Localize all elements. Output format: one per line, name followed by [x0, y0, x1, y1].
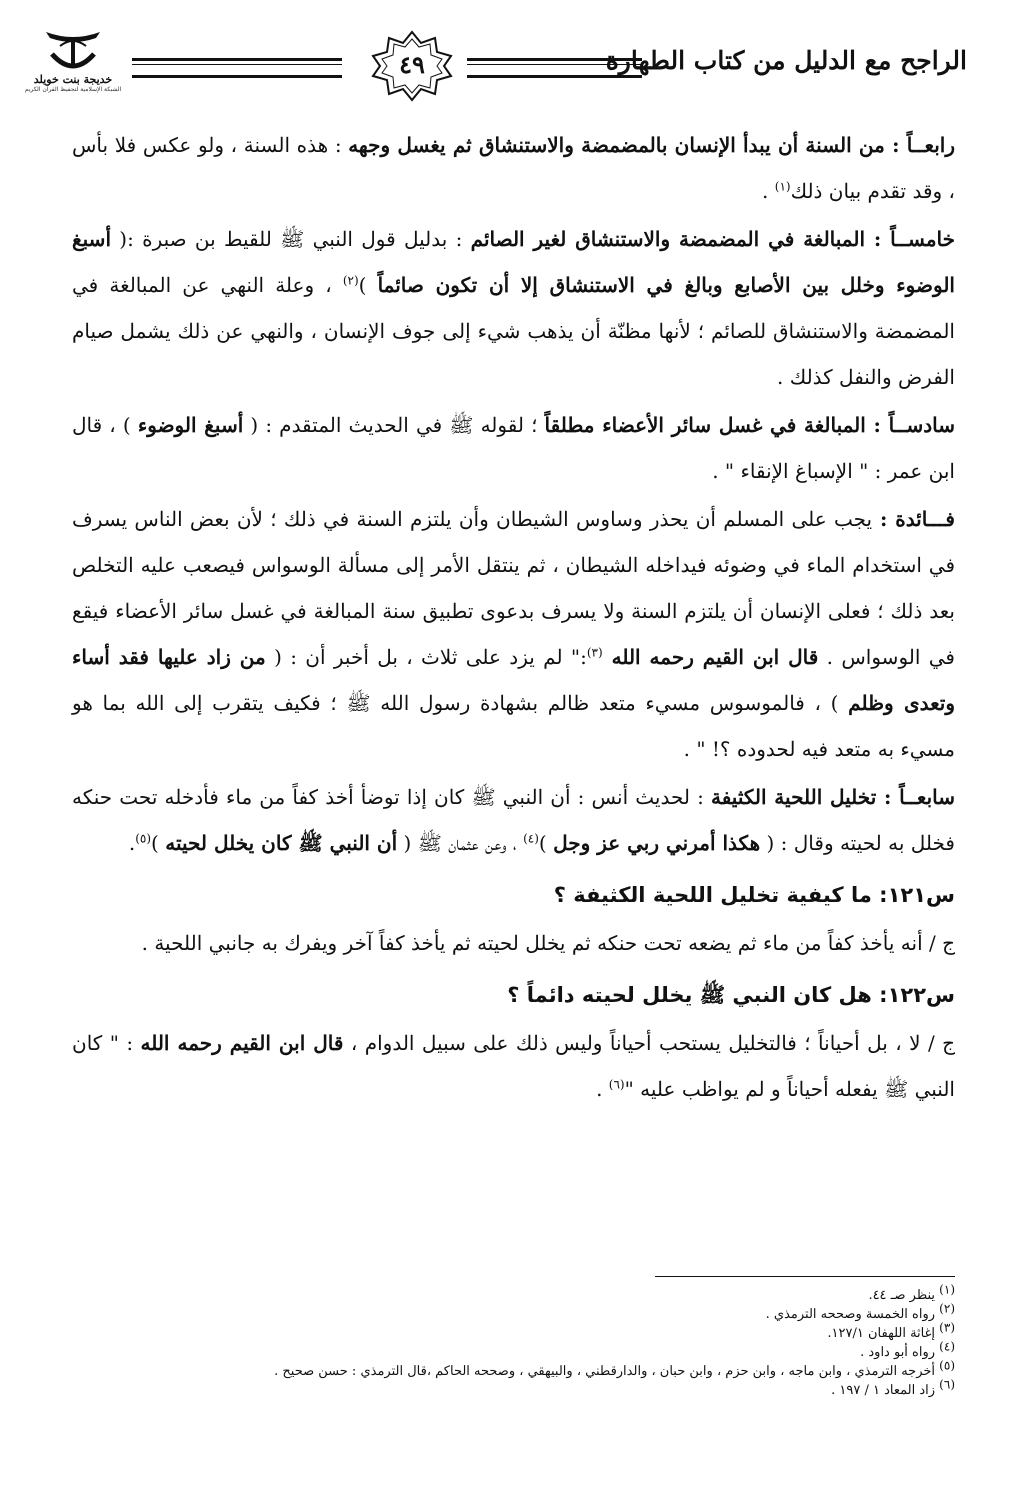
hadith-quote: أن النبي ﷺ كان يخلل لحيته — [165, 831, 398, 855]
question-121: س١٢١: ما كيفية تخليل اللحية الكثيفة ؟ — [553, 883, 955, 907]
paragraph-bold: المبالغة في غسل سائر الأعضاء مطلقاً — [544, 413, 866, 437]
paragraph-tail: ) ، فالموسوس مسيء متعد ظالم بشهادة رسول الله ﷺ ؛ فكيف يتقرب إلى الله بما هو مسيء به متعد فيه لحدوده ؟! " . — [72, 691, 955, 761]
footnote-item — [72, 1358, 955, 1381]
footnote-text: ينظر صـ ٤٤. — [868, 1288, 940, 1303]
logo-text: خديجة بنت خويلد — [33, 73, 113, 86]
footnote-text: زاد المعاد ١ / ١٩٧ . — [831, 1383, 940, 1398]
paragraph-benefit — [72, 496, 955, 772]
main-text — [72, 122, 955, 1114]
footnote-number: (٤) — [939, 1339, 955, 1354]
paragraph-text: : بدليل قول النبي ﷺ للقيط بن صبرة :( — [111, 227, 471, 251]
answer-bold: قال ابن القيم رحمه الله — [140, 1031, 344, 1055]
header-rule-right — [467, 58, 642, 78]
footnote-ref[interactable]: (٤) — [523, 831, 539, 846]
paragraph-lead: خامســاً : — [865, 227, 956, 251]
paragraph-tail: ) ، قال ابن عمر : " الإسباغ الإنقاء " . — [72, 413, 955, 483]
paragraph-tail: . — [128, 831, 136, 855]
answer-text: : " كان النبي ﷺ يفعله أحياناً و لم يواظب عليه " — [72, 1031, 955, 1101]
footnote-text: رواه أبو داود . — [860, 1345, 940, 1360]
page-header — [18, 24, 967, 104]
footnote-ref[interactable]: (٦) — [608, 1077, 625, 1092]
footnote-ref[interactable]: (٥) — [135, 831, 152, 846]
logo-subtext: الشبكة الإسلامية لتحفيظ القرآن الكريم — [24, 86, 122, 93]
paragraph-text: ) — [538, 831, 554, 855]
footnote-text: إغاثة اللهفان ١٢٧/١. — [827, 1326, 940, 1341]
paragraph-text: ) — [358, 273, 378, 297]
paragraph-seventh — [72, 774, 955, 866]
paragraph-text: ، وعن عثمان ﷺ ( — [397, 831, 524, 855]
footnote-ref[interactable]: (٣) — [586, 645, 603, 660]
footnote-number: (١) — [939, 1282, 955, 1297]
footnote-text: رواه الخمسة وصححه الترمذي . — [765, 1307, 940, 1322]
footnote-ref[interactable]: (١) — [774, 179, 791, 194]
paragraph-text: ) — [151, 831, 166, 855]
footnote-item — [72, 1282, 955, 1305]
footnote-ref[interactable]: (٢) — [342, 273, 359, 288]
paragraph-bold: قال ابن القيم رحمه الله — [602, 645, 819, 669]
hadith-quote: أسبغ الوضوء — [137, 413, 244, 437]
paragraph-tail: . — [762, 179, 775, 203]
site-logo — [18, 24, 128, 104]
paragraph-tail: ، وعلة النهي عن المبالغة في المضمضة والاستنشاق للصائم ؛ لأنها مظنّة أن يذهب شيء إلى جوف الإنسان ، والنهي عن ذلك يشمل صيام الفرض والنفل كذلك . — [72, 273, 955, 389]
paragraph-bold: تخليل اللحية الكثيفة — [710, 785, 877, 809]
paragraph-bold: من السنة أن يبدأ الإنسان بالمضمضة والاستنشاق ثم يغسل وجهه — [348, 133, 885, 157]
header-rule-left — [132, 58, 342, 78]
footnote-text: أخرجه الترمذي ، وابن ماجه ، وابن حزم ، وابن حبان ، والدارقطني ، والبيهقي ، وصححه الحاكم ،قال الترمذي : حسن صحيح . — [274, 1364, 940, 1379]
paragraph-fifth — [72, 216, 955, 400]
footnote-item — [72, 1377, 955, 1400]
paragraph-text: ؛ لقوله ﷺ في الحديث المتقدم : ( — [243, 413, 545, 437]
hadith-quote: أسبغ الوضوء وخلل بين الأصابع وبالغ في الاستنشاق إلا أن تكون صائماً — [72, 227, 955, 297]
paragraph-fourth — [72, 122, 955, 214]
footnotes — [72, 1282, 955, 1400]
paragraph-lead: فـــائدة : — [872, 507, 955, 531]
footnote-number: (٦) — [939, 1377, 955, 1392]
paragraph-lead: رابعــاً : — [884, 133, 955, 157]
answer-122 — [72, 1020, 955, 1112]
footnote-number: (٢) — [939, 1301, 955, 1316]
paragraph-text: يجب على المسلم أن يحذر وساوس الشيطان وأن يلتزم السنة في ذلك ؛ لأن بعض الناس يسرف في استخدام الماء في وضوئه فيداخله الشيطان ، ثم ينتقل الأمر إلى مسألة الوسواس فيصعب عليه التخلص بعد ذلك ؛ فعلى الإنسان أن يلتزم السنة ولا يسرف بدعوى تطبيق سنة المبالغة في غسل سائر الأعضاء فيقع في الوسواس . — [72, 507, 955, 669]
footnote-number: (٣) — [939, 1320, 955, 1335]
hadith-quote: من زاد عليها فقد أساء وتعدى وظلم — [72, 645, 955, 715]
page-number: ٤٩ — [399, 50, 425, 79]
page-number-badge — [367, 30, 457, 102]
answer-end: . — [596, 1077, 609, 1101]
footnote-divider — [655, 1276, 955, 1277]
book-title: الراجح مع الدليل من كتاب الطهارة — [605, 46, 967, 75]
paragraph-bold: المبالغة في المضمضة والاستنشاق لغير الصائم — [470, 227, 866, 251]
footnote-number: (٥) — [939, 1358, 955, 1373]
paragraph-sixth — [72, 402, 955, 494]
logo-emblem-icon — [38, 24, 108, 74]
paragraph-lead: سادســاً : — [865, 413, 955, 437]
paragraph-text: : هذه السنة ، ولو عكس فلا بأس ، وقد تقدم بيان ذلك — [72, 133, 955, 203]
footnote-item — [72, 1339, 955, 1362]
footnote-item — [72, 1301, 955, 1324]
paragraph-text: : لحديث أنس : أن النبي ﷺ كان إذا توضأ أخذ كفاً من ماء فأدخله تحت حنكه فخلل به لحيته وقال : ( — [72, 785, 955, 855]
question-122: س١٢٢: هل كان النبي ﷺ يخلل لحيته دائماً ؟ — [507, 983, 955, 1007]
hadith-quote: هكذا أمرني ربي عز وجل — [553, 831, 761, 855]
paragraph-lead: سابعــاً : — [876, 785, 955, 809]
answer-text: ج / لا ، بل أحياناً ؛ فالتخليل يستحب أحياناً وليس ذلك على سبيل الدوام ، — [343, 1031, 955, 1055]
footnote-item — [72, 1320, 955, 1343]
answer-121: ج / أنه يأخذ كفاً من ماء ثم يضعه تحت حنكه ثم يخلل لحيته ثم يأخذ كفاً آخر ويفرك به جانبي اللحية . — [141, 931, 955, 955]
paragraph-text: :" لم يزد على ثلاث ، بل أخبر أن : ( — [265, 645, 587, 669]
